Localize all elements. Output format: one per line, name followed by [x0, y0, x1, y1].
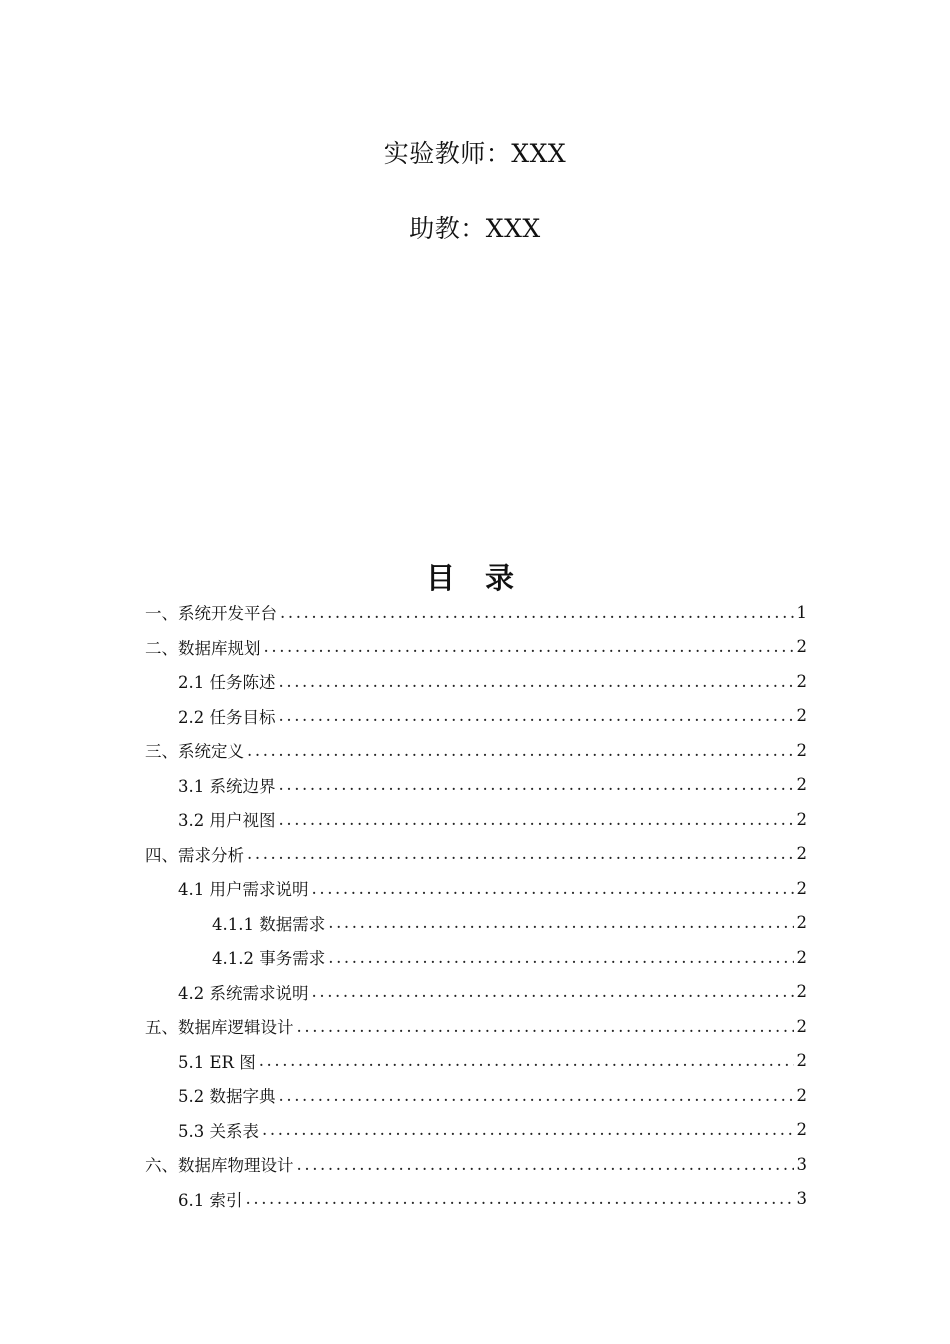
- toc-entry-text: 4.1 用户需求说明: [178, 880, 309, 899]
- toc-leader-dots: [264, 637, 794, 656]
- toc-entry-text: 3.2 用户视图: [178, 811, 276, 830]
- toc-entry-page: 2: [796, 706, 807, 725]
- toc-entry-page: 2: [796, 809, 807, 829]
- toc-leader-dots: [279, 706, 794, 725]
- toc-entry[interactable]: [145, 595, 807, 629]
- toc-entry-text: 3.1 系统边界: [178, 776, 276, 796]
- toc-leader-dots: [262, 1120, 794, 1139]
- toc-leader-dots: [297, 1017, 794, 1036]
- toc-entry-page: 2: [796, 740, 807, 760]
- toc-leader-dots: [328, 948, 793, 967]
- toc-entry-text: 2.2 任务目标: [178, 707, 276, 727]
- toc-entry-text: 五、数据库逻辑设计: [145, 1018, 294, 1037]
- toc-leader-dots: [279, 810, 794, 829]
- assistant-line: 助教：XXX: [409, 214, 541, 243]
- toc-leader-dots: [279, 1086, 794, 1105]
- toc-leader-dots: [279, 775, 794, 794]
- toc-entry-page: 2: [796, 775, 807, 794]
- toc-entry-text: 四、需求分析: [145, 845, 244, 865]
- toc-leader-dots: [246, 1189, 794, 1208]
- toc-entry-page: 2: [796, 1051, 807, 1070]
- toc-leader-dots: [280, 603, 794, 622]
- toc-leader-dots: [312, 879, 794, 898]
- toc-entry[interactable]: [178, 1078, 807, 1112]
- toc-entry[interactable]: [178, 768, 807, 802]
- toc-entry[interactable]: [145, 1009, 807, 1043]
- toc-leader-dots: [328, 913, 793, 932]
- toc-entry[interactable]: [145, 733, 807, 767]
- toc-entry-text: 5.3 关系表: [178, 1121, 259, 1141]
- toc-entry[interactable]: [178, 871, 807, 905]
- toc-entry[interactable]: [212, 906, 807, 940]
- toc-entry[interactable]: [145, 837, 807, 871]
- toc-entry-page: 2: [796, 1016, 807, 1036]
- toc-entry-page: 3: [796, 1189, 807, 1208]
- toc-entry[interactable]: [178, 1113, 807, 1147]
- toc-entry-text: 三、系统定义: [145, 742, 244, 761]
- toc-entry-text: 5.2 数据字典: [178, 1087, 276, 1106]
- toc-entry-text: 5.1 ER 图: [178, 1052, 256, 1072]
- toc-entry-page: 2: [796, 671, 807, 691]
- toc-entry-text: 一、系统开发平台: [145, 604, 277, 623]
- toc-entry-text: 4.1.2 事务需求: [212, 949, 326, 968]
- toc-entry-page: 2: [796, 1085, 807, 1105]
- toc-entry[interactable]: [178, 802, 807, 836]
- toc-entry-text: 二、数据库规划: [145, 638, 261, 658]
- toc-entry-page: 2: [796, 1120, 807, 1139]
- toc-title: 目 录: [425, 561, 525, 595]
- toc-entry[interactable]: [178, 664, 807, 698]
- toc-leader-dots: [247, 741, 794, 760]
- toc-leader-dots: [312, 982, 794, 1001]
- toc-entry-page: 3: [796, 1154, 807, 1174]
- toc-entry-page: 1: [796, 602, 807, 622]
- toc-entry-page: 2: [796, 947, 807, 967]
- toc-entry-page: 2: [796, 844, 807, 863]
- toc-entry-text: 4.2 系统需求说明: [178, 983, 309, 1003]
- toc-entry-page: 2: [796, 982, 807, 1001]
- toc-entry[interactable]: [178, 1182, 807, 1216]
- toc-entry-text: 6.1 索引: [178, 1190, 243, 1210]
- teacher-line: 实验教师：XXX: [383, 139, 567, 168]
- toc-entry-text: 4.1.1 数据需求: [212, 914, 326, 934]
- toc-entry[interactable]: [212, 940, 807, 974]
- toc-entry-page: 2: [796, 637, 807, 656]
- toc-entry-text: 2.1 任务陈述: [178, 673, 276, 692]
- toc-leader-dots: [297, 1155, 794, 1174]
- toc-leader-dots: [279, 672, 794, 691]
- toc-leader-dots: [247, 844, 794, 863]
- toc-entry[interactable]: [145, 1147, 807, 1181]
- toc-entry-text: 六、数据库物理设计: [145, 1156, 294, 1175]
- toc-entry-page: 2: [796, 913, 807, 932]
- toc-leader-dots: [259, 1051, 794, 1070]
- toc-entry[interactable]: [178, 1044, 807, 1078]
- toc-entry[interactable]: [178, 699, 807, 733]
- toc-entry[interactable]: [178, 975, 807, 1009]
- toc-entry-page: 2: [796, 878, 807, 898]
- toc-entry[interactable]: [145, 630, 807, 664]
